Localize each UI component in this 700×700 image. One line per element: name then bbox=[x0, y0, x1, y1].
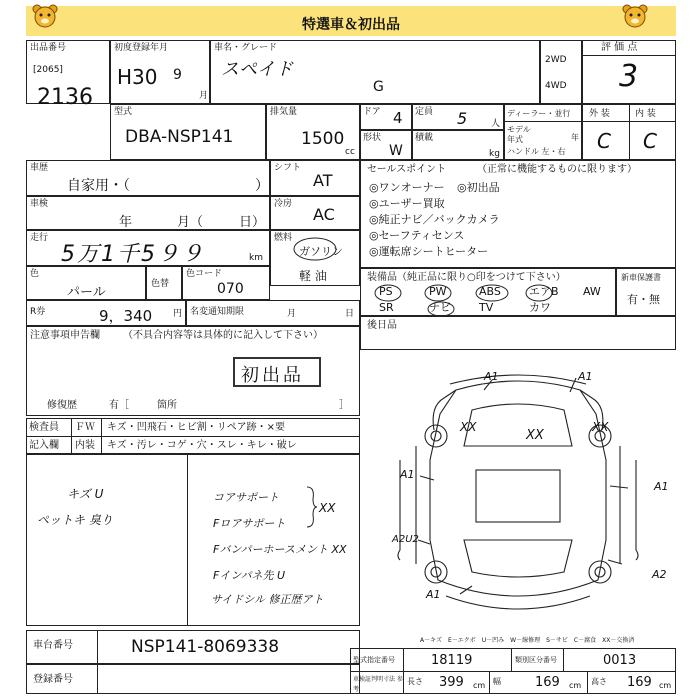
drive-4wd: 4WD bbox=[545, 81, 567, 91]
entry-interior: 内装 bbox=[75, 440, 95, 451]
fuel-circle-mark bbox=[293, 237, 337, 261]
inspection-cell bbox=[26, 196, 270, 230]
new-car-warranty-value: 有・無 bbox=[627, 293, 660, 306]
color-cell bbox=[26, 266, 146, 300]
first-registration-month: 9 bbox=[173, 67, 182, 83]
diagram-mark-a1-right: A1 bbox=[654, 480, 669, 493]
chassis-cell bbox=[26, 630, 360, 664]
inspector-table bbox=[26, 418, 360, 454]
first-listing-stamp-text: 初出品 bbox=[241, 365, 304, 386]
diagram-mark-xx-left: XX bbox=[460, 420, 477, 434]
diagram-mark-xx-center: XX bbox=[526, 428, 544, 443]
inspector-fw-items: キズ・凹飛石・ヒビ割・リペア跡・×要 bbox=[107, 422, 285, 433]
history-cell bbox=[26, 160, 270, 196]
spec-number-label: 型式指定番号 bbox=[353, 656, 395, 664]
equip-tv: TV bbox=[479, 301, 494, 314]
repair-history-end: ］ bbox=[339, 400, 349, 411]
notes-hint: （不具合内容等は具体的に記入して下さい） bbox=[123, 330, 323, 341]
displacement-cell bbox=[266, 104, 360, 160]
handwritten-note-5: Fバンパーホースメント XX bbox=[213, 543, 347, 556]
interior-grade: C bbox=[643, 129, 657, 153]
model-year-label: モデル年式 bbox=[507, 125, 531, 144]
sales-point-item: ◎ユーザー買取 bbox=[369, 197, 445, 210]
model-grade: G bbox=[373, 79, 384, 95]
equip-navi: ナビ bbox=[429, 301, 451, 314]
displacement-value: 1500 bbox=[301, 129, 345, 149]
lot-number-cell bbox=[26, 40, 110, 110]
displacement-label: 排気量 bbox=[270, 107, 298, 117]
name-change-label: 名変通知期限 bbox=[190, 307, 245, 317]
history-value: 自家用・（ bbox=[67, 178, 130, 194]
first-registration-month-unit: 月 bbox=[199, 91, 209, 101]
name-change-day: 日 bbox=[345, 309, 355, 319]
color-code-cell bbox=[182, 266, 270, 300]
color-code-label: 色コード bbox=[186, 269, 223, 279]
registration-label: 登録番号 bbox=[33, 674, 73, 685]
shift-value: AT bbox=[313, 171, 333, 190]
doors-label: ドア bbox=[363, 107, 381, 117]
first-registration-cell bbox=[110, 40, 210, 104]
model-name: スペイド bbox=[221, 59, 293, 80]
evaluation-label: 評 価 点 bbox=[601, 42, 638, 53]
model-type: DBA-NSP141 bbox=[125, 127, 234, 147]
notes-label: 注意事項申告欄 bbox=[30, 330, 100, 341]
mileage-unit: km bbox=[249, 253, 263, 263]
drive-cell bbox=[540, 40, 582, 104]
dealer-label: ディーラー・並行 bbox=[507, 109, 571, 118]
capacity-label: 定員 bbox=[415, 107, 434, 117]
dimension-table bbox=[350, 648, 676, 694]
height-unit: cm bbox=[659, 681, 672, 690]
inspector-label: 検査員 bbox=[29, 422, 59, 433]
handle-label: ハンドル 左・右 bbox=[507, 147, 566, 156]
diagram-mark-a1-bottom: A1 bbox=[426, 588, 441, 601]
inspector-fw: ＦＷ bbox=[75, 422, 95, 433]
aircon-cell bbox=[270, 196, 360, 230]
handwritten-note-6: Fインパネ先 U bbox=[213, 569, 286, 582]
diagram-mark-xx-right: XX bbox=[592, 420, 609, 434]
load-label: 積載 bbox=[415, 133, 434, 143]
equip-pw: PW bbox=[429, 285, 447, 298]
handwritten-note-2: ペットキ 臭り bbox=[37, 513, 113, 527]
handwritten-note-4: Fロアサポート bbox=[213, 517, 286, 530]
recycle-unit: 円 bbox=[173, 309, 183, 319]
recycle-value: 9，340 bbox=[99, 307, 153, 325]
color-change-cell bbox=[146, 266, 182, 300]
sales-point-item: ◎運転席シートヒーター bbox=[369, 245, 489, 258]
repair-history-value: 有［ bbox=[109, 400, 129, 411]
exterior-grade: C bbox=[597, 129, 611, 153]
handwritten-area bbox=[26, 454, 360, 626]
color-label: 色 bbox=[30, 269, 40, 279]
equip-leather: カワ bbox=[529, 301, 551, 314]
color-value: パール bbox=[67, 285, 106, 300]
sales-point-item: ◎純正ナビ／バックカメラ bbox=[369, 213, 500, 226]
sales-points-cell bbox=[360, 160, 676, 268]
equip-abs: ABS bbox=[479, 285, 501, 298]
first-registration-year: H30 bbox=[117, 65, 158, 89]
shift-label: シフト bbox=[274, 163, 302, 173]
model-name-label: 車名・グレード bbox=[214, 43, 278, 53]
car-damage-diagram bbox=[360, 350, 676, 630]
mileage-value: 5万1千5９９ bbox=[61, 242, 205, 267]
doors-cell bbox=[360, 104, 412, 130]
chassis-number: NSP141-8069338 bbox=[131, 637, 280, 657]
handwritten-note-3: コアサポート bbox=[213, 491, 279, 504]
inspection-day: 日） bbox=[239, 215, 266, 230]
registration-cell bbox=[26, 664, 360, 694]
equip-ps: PS bbox=[379, 285, 393, 298]
bear-mascot-left-icon bbox=[32, 4, 58, 28]
bear-mascot-right-icon bbox=[622, 4, 648, 28]
capacity-value: 5 bbox=[457, 109, 468, 128]
equipment-cell bbox=[360, 268, 616, 316]
equip-airbag: エアB bbox=[529, 285, 559, 298]
first-registration-label: 初度登録年月 bbox=[114, 43, 169, 53]
width-unit: cm bbox=[569, 681, 582, 690]
sales-point-item: ◎セーフティセンス bbox=[369, 229, 465, 242]
width-value: 169 bbox=[535, 675, 560, 690]
equipment-circles bbox=[371, 284, 611, 316]
shape-cell bbox=[360, 130, 412, 160]
fuel-diesel: 軽 油 bbox=[299, 269, 327, 283]
aircon-label: 冷房 bbox=[274, 199, 293, 209]
new-car-warranty-label: 新車保護書 bbox=[621, 273, 661, 282]
length-label: 長さ bbox=[407, 677, 423, 686]
color-change-label: 色替 bbox=[151, 279, 170, 289]
page-title: 特選車＆初出品 bbox=[302, 17, 400, 33]
diagram-mark-a2: A2 bbox=[652, 568, 667, 581]
handwritten-note-7: サイドシル 修正歴アト bbox=[211, 593, 324, 606]
sales-point-item: ◎初出品 bbox=[457, 181, 500, 194]
evaluation-score: 3 bbox=[619, 59, 639, 94]
exterior-label: 外 装 bbox=[589, 109, 610, 119]
handwritten-note-xx: XX bbox=[319, 501, 336, 515]
shape-label: 形状 bbox=[363, 133, 382, 143]
mileage-label: 走行 bbox=[30, 233, 49, 243]
model-type-label: 型式 bbox=[114, 107, 133, 117]
entry-label: 記入欄 bbox=[29, 440, 59, 451]
height-label: 高さ bbox=[591, 677, 607, 686]
equip-sr: SR bbox=[379, 301, 394, 314]
lot-number-label: 出品番号 bbox=[30, 43, 67, 53]
spec-number: 18119 bbox=[431, 653, 473, 668]
fuel-label: 燃料 bbox=[274, 233, 293, 243]
name-change-month: 月 bbox=[287, 309, 297, 319]
ext-int-cell bbox=[582, 104, 676, 160]
class-number: 0013 bbox=[603, 653, 637, 668]
diagram-mark-a1-left: A1 bbox=[400, 468, 415, 481]
capacity-unit: 人 bbox=[491, 119, 501, 129]
diagram-mark-a1-top-right: A1 bbox=[578, 370, 593, 383]
new-car-warranty-cell bbox=[616, 268, 676, 316]
drive-2wd: 2WD bbox=[545, 55, 567, 65]
model-type-cell bbox=[110, 104, 266, 160]
lot-number: 2136 bbox=[37, 85, 93, 110]
capacity-cell bbox=[412, 104, 504, 130]
handwritten-note-1: キズ U bbox=[67, 487, 104, 501]
entry-interior-items: キズ・汚レ・コゲ・穴・スレ・キレ・破レ bbox=[107, 440, 297, 451]
history-close: ） bbox=[255, 178, 269, 194]
displacement-unit: cc bbox=[345, 147, 355, 157]
shape-value: W bbox=[389, 143, 403, 159]
color-code: 070 bbox=[217, 281, 244, 297]
header-banner bbox=[26, 6, 676, 36]
repair-history-count-label: 箇所 bbox=[157, 400, 177, 411]
sales-point-item: ◎ワンオーナー bbox=[369, 181, 445, 194]
after-day-cell bbox=[360, 316, 676, 350]
dealer-cell bbox=[504, 104, 582, 160]
after-day-label: 後日品 bbox=[367, 320, 397, 331]
sales-points-note: （正常に機能するものに限ります） bbox=[477, 164, 637, 175]
load-cell bbox=[412, 130, 504, 160]
lot-sub-number: [2065] bbox=[33, 65, 63, 75]
model-name-cell bbox=[210, 40, 540, 104]
repair-history-label: 修復歴 bbox=[47, 400, 77, 411]
inspection-month: 月（ bbox=[177, 215, 204, 230]
aircon-value: AC bbox=[313, 205, 335, 224]
chassis-label: 車台番号 bbox=[33, 640, 73, 651]
doors-value: 4 bbox=[393, 109, 403, 127]
fuel-cell bbox=[270, 230, 360, 286]
height-value: 169 bbox=[627, 675, 652, 690]
evaluation-cell bbox=[582, 40, 676, 104]
equipment-label: 装備品（純正品に限り○印をつけて下さい） bbox=[367, 272, 566, 283]
sales-points-label: セールスポイント bbox=[367, 164, 447, 175]
length-unit: cm bbox=[473, 681, 486, 690]
mileage-cell bbox=[26, 230, 270, 266]
diagram-mark-a2u2: A2U2 bbox=[392, 534, 419, 545]
recycle-cell bbox=[26, 300, 186, 326]
model-year-unit: 年 bbox=[571, 133, 579, 142]
width-label: 幅 bbox=[493, 677, 501, 686]
notes-cell bbox=[26, 326, 360, 416]
fuel-gasoline: ガソリン bbox=[299, 245, 343, 258]
brace-mark bbox=[305, 485, 319, 529]
length-value: 399 bbox=[439, 675, 464, 690]
interior-label: 内 装 bbox=[635, 109, 656, 119]
legend-text: A－キズ E－エクボ U－凹み W－線修理 S－サビ C－腐食 XX－交換済 bbox=[420, 637, 635, 644]
equip-aw: AW bbox=[583, 285, 601, 298]
inspection-label: 車検 bbox=[30, 199, 49, 209]
shift-cell bbox=[270, 160, 360, 196]
name-change-cell bbox=[186, 300, 360, 326]
recycle-label: R券 bbox=[30, 307, 46, 317]
inspection-year: 年 bbox=[119, 215, 133, 230]
class-number-label: 類別区分番号 bbox=[515, 656, 557, 664]
history-label: 車歴 bbox=[30, 163, 49, 173]
load-unit: kg bbox=[489, 149, 500, 159]
dimension-ref-label: 車検証判明寸法 参考 bbox=[353, 676, 403, 693]
diagram-mark-a1-top-left: A1 bbox=[484, 370, 499, 383]
first-listing-stamp bbox=[233, 357, 321, 387]
